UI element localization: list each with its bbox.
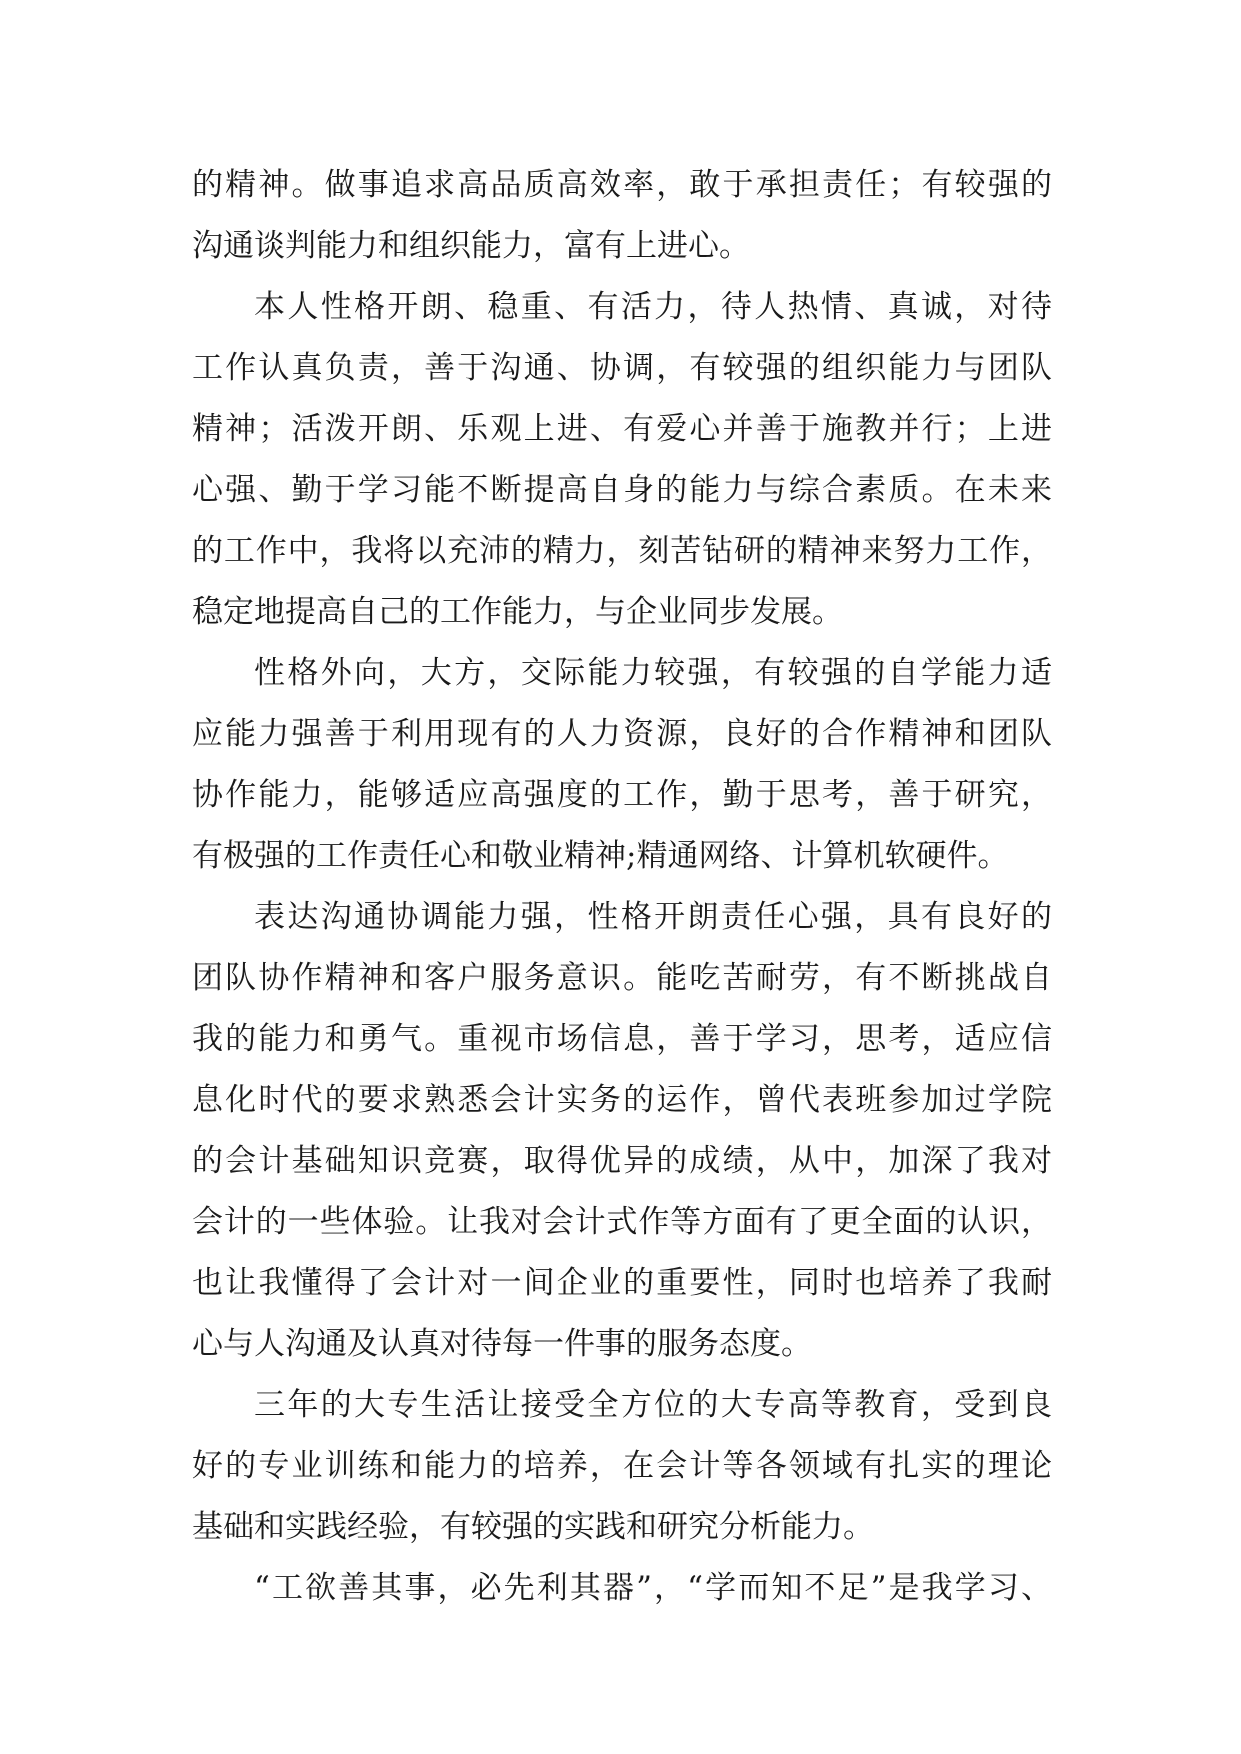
text-line: 息化时代的要求熟悉会计实务的运作，曾代表班参加过学院 bbox=[192, 1082, 1052, 1118]
text-line: 心与人沟通及认真对待每一件事的服务态度。 bbox=[192, 1326, 812, 1362]
text-line: 的精神。做事追求高品质高效率，敢于承担责任；有较强的 bbox=[192, 167, 1052, 203]
text-line: 工作认真负责，善于沟通、协调，有较强的组织能力与团队 bbox=[192, 350, 1052, 386]
text-line: 我的能力和勇气。重视市场信息，善于学习，思考，适应信 bbox=[192, 1021, 1052, 1057]
text-line: 基础和实践经验，有较强的实践和研究分析能力。 bbox=[192, 1509, 874, 1545]
text-line: 的会计基础知识竞赛，取得优异的成绩，从中，加深了我对 bbox=[192, 1143, 1052, 1179]
text-line: 协作能力，能够适应高强度的工作，勤于思考，善于研究， bbox=[192, 777, 1052, 813]
text-line: 精神；活泼开朗、乐观上进、有爱心并善于施教并行；上进 bbox=[192, 411, 1052, 447]
text-line: 应能力强善于利用现有的人力资源，良好的合作精神和团队 bbox=[192, 716, 1052, 752]
paragraph-first-line: “工欲善其事，必先利其器”，“学而知不足”是我学习、 bbox=[254, 1570, 1052, 1606]
text-line: 好的专业训练和能力的培养，在会计等各领域有扎实的理论 bbox=[192, 1448, 1052, 1484]
text-line: 的工作中，我将以充沛的精力，刻苦钻研的精神来努力工作， bbox=[192, 533, 1052, 569]
text-line: 团队协作精神和客户服务意识。能吃苦耐劳，有不断挑战自 bbox=[192, 960, 1052, 996]
text-line: 沟通谈判能力和组织能力，富有上进心。 bbox=[192, 228, 750, 264]
document-body bbox=[192, 155, 1052, 1619]
text-line: 会计的一些体验。让我对会计式作等方面有了更全面的认识， bbox=[192, 1204, 1052, 1240]
paragraph-first-line: 本人性格开朗、稳重、有活力，待人热情、真诚，对待 bbox=[254, 289, 1052, 325]
paragraph-first-line: 三年的大专生活让接受全方位的大专高等教育，受到良 bbox=[254, 1387, 1052, 1423]
paragraph-first-line: 表达沟通协调能力强，性格开朗责任心强，具有良好的 bbox=[254, 899, 1052, 935]
text-line: 心强、勤于学习能不断提高自身的能力与综合素质。在未来 bbox=[192, 472, 1052, 508]
text-line: 也让我懂得了会计对一间企业的重要性，同时也培养了我耐 bbox=[192, 1265, 1052, 1301]
text-line: 有极强的工作责任心和敬业精神;精通网络、计算机软硬件。 bbox=[192, 838, 1009, 874]
paragraph-first-line: 性格外向，大方，交际能力较强，有较强的自学能力适 bbox=[254, 655, 1052, 691]
text-line: 稳定地提高自己的工作能力，与企业同步发展。 bbox=[192, 594, 843, 630]
